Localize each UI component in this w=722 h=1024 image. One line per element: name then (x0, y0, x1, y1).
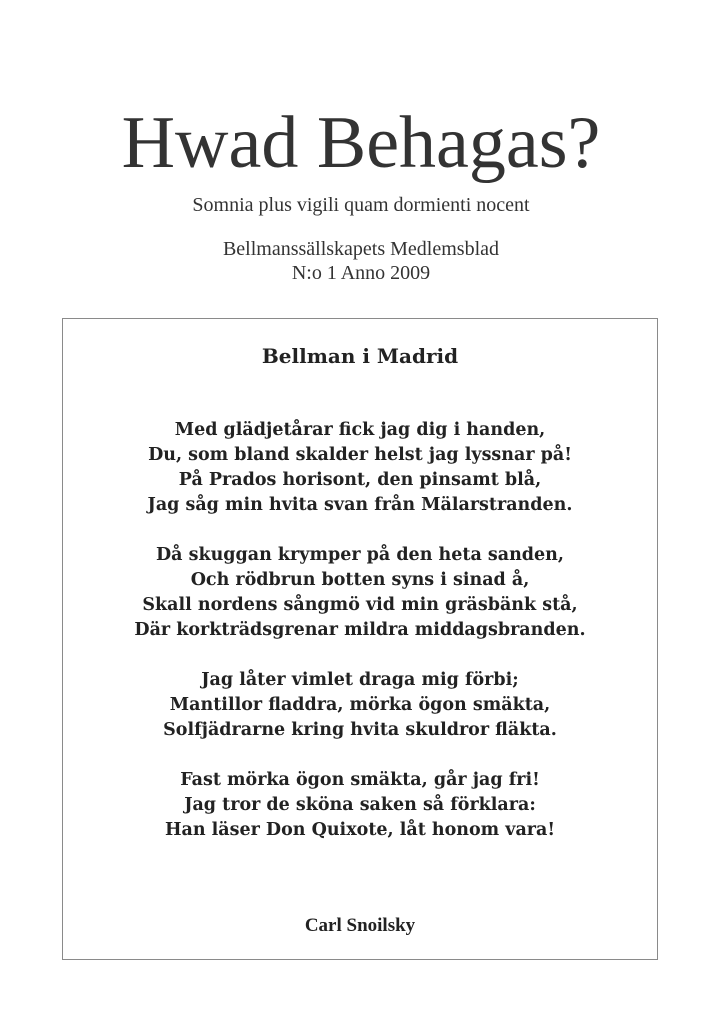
poem-line: Du, som bland skalder helst jag lyssnar på! (148, 445, 572, 465)
poem-line: På Prados horisont, den pinsamt blå, (178, 470, 542, 490)
poem-line: Då skuggan krymper på den heta sanden, (156, 545, 564, 565)
poem-author: Carl Snoilsky (304, 915, 416, 936)
poem-line: Och rödbrun botten syns i sinad å, (190, 570, 530, 590)
poem-line: Där korkträdsgrenar mildra middagsbranden. (134, 620, 586, 640)
poem-line: Jag såg min hvita svan från Mälarstranden. (147, 495, 573, 515)
poem-line: Skall nordens sångmö vid min gräsbänk stå, (142, 595, 578, 615)
publication-name: Bellmanssällskapets Medlemsblad (222, 238, 500, 260)
poem-line: Solfjädrarne kring hvita skuldror fläkta. (163, 720, 557, 740)
poem-line: Jag låter vimlet draga mig förbi; (201, 670, 519, 690)
stanza-3 (62, 668, 658, 743)
poem-line: Mantillor fladdra, mörka ögon smäkta, (169, 695, 551, 715)
poem-body (62, 418, 658, 868)
journal-motto: Somnia plus vigili quam dormienti nocent (192, 194, 530, 216)
issue-number: N:o 1 Anno 2009 (291, 262, 431, 284)
poem-title: Bellman i Madrid (261, 344, 459, 368)
journal-title: Hwad Behagas? (121, 102, 601, 184)
poem-line: Med glädjetårar fick jag dig i handen, (174, 420, 546, 440)
stanza-4 (62, 768, 658, 843)
poem-line: Fast mörka ögon smäkta, går jag fri! (180, 770, 540, 790)
stanza-1 (62, 418, 658, 518)
poem-line: Han läser Don Quixote, låt honom vara! (164, 820, 556, 840)
poem-line: Jag tror de sköna saken så förklara: (184, 795, 536, 815)
stanza-2 (62, 543, 658, 643)
